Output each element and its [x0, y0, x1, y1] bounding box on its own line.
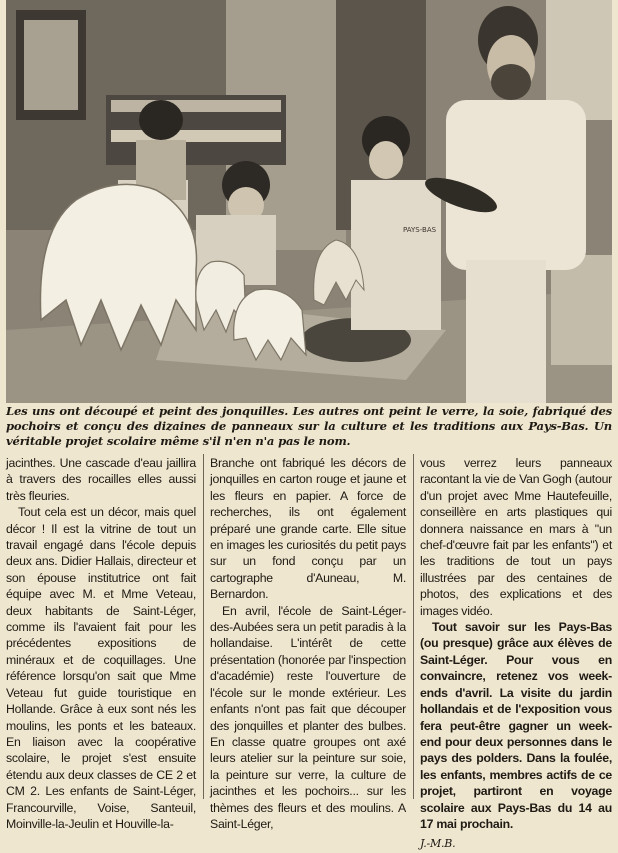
paragraph: En avril, l'école de Saint-Léger-des-Aubées sera un petit paradis à la hollandaise. L'intérêt de cette présentation (honorée par l'inspection d'académie) reste l'ouverture de l'école sur le monde extérieur. Les enfants n'ont pas fait que découper des jonquilles et planter des bulbes. En classe quatre groupes ont axé leurs atelier sur la peinture sur soie, la peinture sur verre, la culture de jacinthes et les pochoirs... sur les thèmes des fleurs et des moulins. A Saint-Léger, [210, 603, 406, 831]
paragraph: Branche ont fabriqué les décors de jonquilles en carton rouge et jaune et les fleurs en papier. A force de recherches, ils ont également préparé une grande carte. Elle situe en images les curiosités du petit pays sur un fond conçu par un cartographe d'Auneau, M. Bernardon. [210, 456, 406, 602]
article-photo [6, 0, 612, 403]
article-column-3 [420, 455, 612, 851]
article-column-2 [210, 455, 406, 831]
author-signature: J.-M.B. [420, 837, 456, 851]
article-column-1 [6, 455, 196, 831]
column-divider [413, 454, 414, 799]
paragraph-highlight: Tout savoir sur les Pays-Bas (ou presque) grâce aux élèves de Saint-Léger. Pour vous en convaincre, retenez vos week-ends d'avril. La visite du jardin hollandais et de l'exposition vous fera peut-être gagner un week-end pour deux personnes dans le pays des polders. Dans la foulée, les enfants, membres actifs de ce projet, partiront en voyage scolaire aux Pays-Bas du 14 au 17 mai prochain. [420, 620, 612, 831]
paragraph: jacinthes. Une cascade d'eau jaillira à travers des rocailles elles aussi très fleuries. [6, 456, 196, 503]
paragraph: Tout cela est un décor, mais quel décor ! Il est la vitrine de tout un travail engagé dans l'école depuis deux ans. Didier Hallais, directeur et son épouse institutrice ont fait équipe avec M. et Mme Veteau, deux habitants de Saint-Léger, comme ils l'avaient fait pour les précédentes expositions de minéraux et de coquillages. Une référence lorsqu'on sait que Mme Veteau fut guide touristique en Hollande. Grâce à eux sont nés les moulins, les ponts et les bateaux. En liaison avec la coopérative scolaire, le projet s'est ensuite étendu aux deux classes de CE 2 et CM 2. Les enfants de Saint-Léger, Francourville, Voise, Santeuil, Moinville-la-Jeulin et Houville-la- [6, 505, 196, 831]
classroom-photo-illustration [6, 0, 612, 403]
poster-text: PAYS-BAS [403, 226, 437, 234]
photo-caption: Les uns ont découpé et peint des jonquilles. Les autres ont peint le verre, la soie, fabriqué des pochoirs et conçu des dizaines de panneaux sur la culture et les traditions aux Pays-Bas. Un véritable projet scolaire même s'il n'en n'a pas le nom. [6, 404, 612, 448]
column-divider [203, 454, 204, 799]
paragraph: vous verrez leurs panneaux racontant la vie de Van Gogh (autour d'un projet avec Mme Hautefeuille, conseillère en arts plastiques qui donnera naissance en mars à "un chef-d'œuvre fait par les enfants") et les traditions de tout un pays illustrées par des centaines de photos, des explications et des images vidéo. [420, 456, 612, 618]
